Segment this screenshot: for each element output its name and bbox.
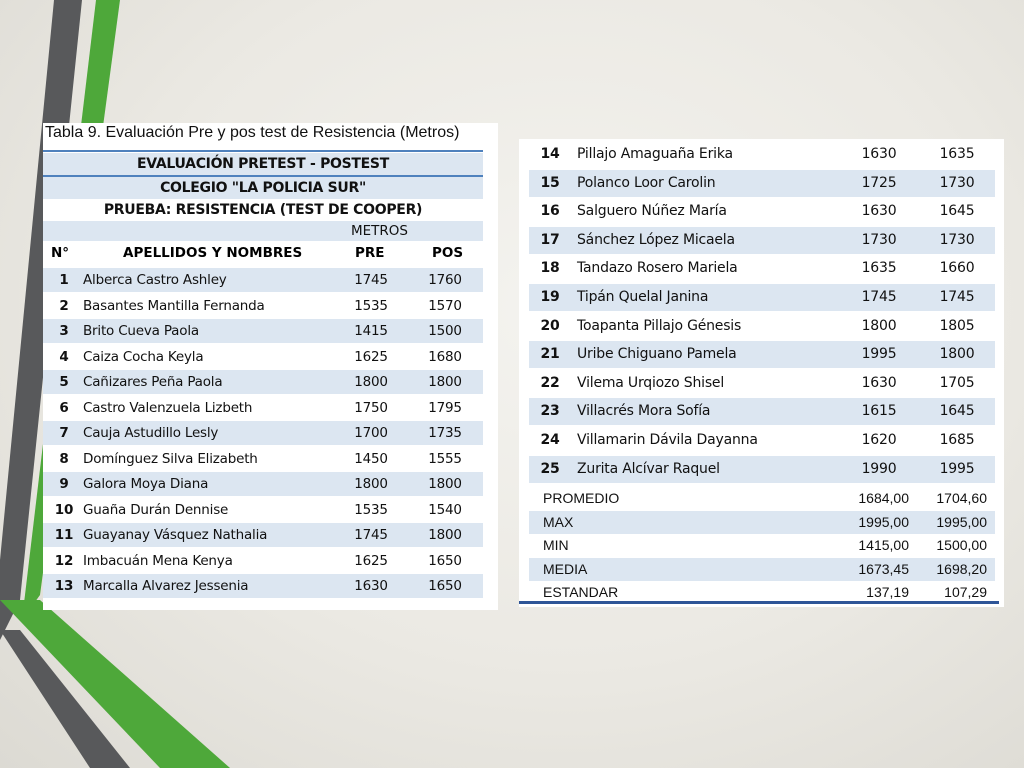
stat-label: ESTANDAR bbox=[543, 584, 619, 600]
row-number: 9 bbox=[59, 476, 69, 492]
stat-row bbox=[529, 487, 995, 510]
stat-label: MIN bbox=[543, 537, 569, 553]
pre-value: 1635 bbox=[861, 260, 897, 277]
table-row bbox=[43, 549, 483, 573]
pre-value: 1800 bbox=[354, 476, 388, 492]
table-right-panel bbox=[519, 139, 1004, 607]
table-row bbox=[43, 294, 483, 318]
row-number: 14 bbox=[540, 146, 560, 162]
header-line-2: COLEGIO "LA POLICIA SUR" bbox=[43, 177, 483, 199]
col-pre-header: PRE bbox=[355, 245, 385, 261]
metros-band bbox=[43, 221, 483, 241]
pos-value: 1685 bbox=[939, 432, 975, 448]
student-name: Vilema Urqiozo Shisel bbox=[577, 374, 725, 391]
col-name-header: APELLIDOS Y NOMBRES bbox=[123, 245, 303, 261]
pre-value: 1620 bbox=[861, 432, 897, 448]
table-bottom-rule bbox=[519, 601, 999, 604]
pre-value: 1700 bbox=[354, 425, 388, 441]
student-name: Brito Cueva Paola bbox=[83, 323, 199, 339]
pos-value: 1645 bbox=[939, 403, 975, 420]
pos-value: 1705 bbox=[939, 374, 975, 391]
row-number: 17 bbox=[540, 231, 560, 248]
table-row bbox=[43, 319, 483, 343]
pre-value: 1630 bbox=[354, 578, 388, 594]
student-name: Tipán Quelal Janina bbox=[577, 289, 709, 305]
student-name: Domínguez Silva Elizabeth bbox=[83, 450, 258, 467]
pre-value: 1625 bbox=[354, 348, 388, 365]
row-number: 10 bbox=[54, 501, 74, 518]
pos-value: 1540 bbox=[428, 501, 462, 518]
stat-pre-value: 1684,00 bbox=[858, 490, 909, 506]
table-row bbox=[529, 313, 995, 340]
stat-pos-value: 1704,60 bbox=[936, 490, 987, 506]
header-line-1: EVALUACIÓN PRETEST - POSTEST bbox=[43, 153, 483, 175]
table-row bbox=[43, 498, 483, 522]
row-number: 25 bbox=[540, 460, 560, 477]
row-number: 19 bbox=[540, 289, 560, 305]
stat-pos-value: 107,29 bbox=[944, 584, 987, 600]
pos-value: 1570 bbox=[428, 297, 462, 314]
column-headers bbox=[43, 241, 483, 267]
pos-value: 1730 bbox=[939, 231, 975, 248]
pos-value: 1795 bbox=[428, 399, 462, 416]
student-name: Sánchez López Micaela bbox=[577, 231, 735, 248]
pre-value: 1535 bbox=[354, 297, 388, 314]
row-number: 2 bbox=[59, 297, 69, 314]
student-name: Cauja Astudillo Lesly bbox=[83, 425, 219, 441]
pos-value: 1800 bbox=[428, 374, 462, 390]
pre-value: 1625 bbox=[354, 552, 388, 569]
table-row bbox=[529, 141, 995, 168]
pos-value: 1800 bbox=[428, 476, 462, 492]
table-row bbox=[43, 523, 483, 547]
pre-value: 1630 bbox=[861, 146, 897, 162]
pre-value: 1630 bbox=[861, 374, 897, 391]
student-name: Tandazo Rosero Mariela bbox=[577, 260, 738, 277]
row-number: 8 bbox=[59, 450, 69, 467]
pre-value: 1800 bbox=[354, 374, 388, 390]
pre-value: 1450 bbox=[354, 450, 388, 467]
table-row bbox=[529, 198, 995, 225]
row-number: 18 bbox=[540, 260, 560, 277]
student-name: Galora Moya Diana bbox=[83, 476, 209, 492]
stat-row bbox=[529, 558, 995, 581]
table-row bbox=[43, 447, 483, 471]
table-row bbox=[529, 427, 995, 454]
stat-pre-value: 1995,00 bbox=[858, 513, 909, 530]
pre-value: 1745 bbox=[861, 289, 897, 305]
pos-value: 1660 bbox=[939, 260, 975, 277]
student-name: Uribe Chiguano Pamela bbox=[577, 346, 737, 363]
pre-value: 1615 bbox=[861, 403, 897, 420]
pre-value: 1725 bbox=[861, 174, 897, 191]
table-row bbox=[529, 398, 995, 425]
stat-label: MAX bbox=[543, 513, 574, 530]
pre-value: 1745 bbox=[354, 527, 388, 543]
stat-pre-value: 1415,00 bbox=[858, 537, 909, 553]
student-name: Salguero Núñez María bbox=[577, 203, 727, 220]
table-row bbox=[529, 341, 995, 368]
pos-value: 1555 bbox=[428, 450, 462, 467]
row-number: 1 bbox=[59, 272, 69, 288]
student-name: Marcalla Alvarez Jessenia bbox=[83, 578, 249, 594]
pre-value: 1745 bbox=[354, 272, 388, 288]
student-name: Cañizares Peña Paola bbox=[83, 374, 223, 390]
table-row bbox=[43, 421, 483, 445]
row-number: 22 bbox=[540, 374, 560, 391]
col-num-header: N° bbox=[51, 245, 70, 261]
row-number: 23 bbox=[540, 403, 560, 420]
row-number: 21 bbox=[540, 346, 560, 363]
pre-value: 1995 bbox=[861, 346, 897, 363]
pos-value: 1745 bbox=[939, 289, 975, 305]
stat-label: PROMEDIO bbox=[543, 490, 620, 506]
student-name: Pillajo Amaguaña Erika bbox=[577, 146, 733, 162]
row-number: 6 bbox=[59, 399, 69, 416]
pos-value: 1735 bbox=[428, 425, 462, 441]
pos-value: 1650 bbox=[428, 578, 462, 594]
stat-row bbox=[529, 511, 995, 534]
pos-value: 1800 bbox=[428, 527, 462, 543]
row-number: 13 bbox=[54, 578, 74, 594]
table-row bbox=[43, 345, 483, 369]
student-name: Guaña Durán Dennise bbox=[83, 501, 229, 518]
metros-label: METROS bbox=[351, 223, 408, 239]
pos-value: 1995 bbox=[939, 460, 975, 477]
student-name: Basantes Mantilla Fernanda bbox=[83, 297, 265, 314]
row-number: 7 bbox=[59, 425, 69, 441]
header-rule bbox=[43, 150, 483, 152]
stat-pos-value: 1500,00 bbox=[936, 537, 987, 553]
student-name: Castro Valenzuela Lizbeth bbox=[83, 399, 253, 416]
table-title: Tabla 9. Evaluación Pre y pos test de Resistencia (Metros) bbox=[45, 124, 460, 141]
row-number: 20 bbox=[540, 317, 560, 334]
pre-value: 1415 bbox=[354, 323, 388, 339]
pos-value: 1800 bbox=[939, 346, 975, 363]
pre-value: 1800 bbox=[861, 317, 897, 334]
table-left-panel bbox=[43, 123, 498, 610]
row-number: 12 bbox=[54, 552, 74, 569]
student-name: Imbacuán Mena Kenya bbox=[83, 552, 233, 569]
table-row bbox=[43, 370, 483, 394]
stat-pos-value: 1995,00 bbox=[936, 513, 987, 530]
table-row bbox=[529, 227, 995, 254]
row-number: 15 bbox=[540, 174, 560, 191]
student-name: Toapanta Pillajo Génesis bbox=[577, 317, 742, 334]
student-name: Guayanay Vásquez Nathalia bbox=[83, 527, 268, 543]
row-number: 4 bbox=[59, 348, 69, 365]
header-line-3: PRUEBA: RESISTENCIA (TEST DE COOPER) bbox=[43, 199, 483, 221]
stat-pre-value: 137,19 bbox=[866, 584, 909, 600]
col-pos-header: POS bbox=[432, 245, 464, 261]
row-number: 5 bbox=[59, 374, 69, 390]
table-row bbox=[43, 268, 483, 292]
pos-value: 1760 bbox=[428, 272, 462, 288]
pre-value: 1630 bbox=[861, 203, 897, 220]
pos-value: 1635 bbox=[939, 146, 975, 162]
table-row bbox=[529, 284, 995, 311]
pre-value: 1990 bbox=[861, 460, 897, 477]
pos-value: 1500 bbox=[428, 323, 462, 339]
row-number: 24 bbox=[540, 432, 560, 448]
student-name: Villamarin Dávila Dayanna bbox=[577, 432, 758, 448]
table-row bbox=[529, 255, 995, 282]
student-name: Villacrés Mora Sofía bbox=[577, 403, 711, 420]
row-number: 11 bbox=[54, 527, 74, 543]
table-row bbox=[43, 472, 483, 496]
pos-value: 1730 bbox=[939, 174, 975, 191]
pos-value: 1680 bbox=[428, 348, 462, 365]
pre-value: 1535 bbox=[354, 501, 388, 518]
pre-value: 1750 bbox=[354, 399, 388, 416]
stat-label: MEDIA bbox=[543, 560, 588, 577]
table-row bbox=[529, 370, 995, 397]
pre-value: 1730 bbox=[861, 231, 897, 248]
stat-pos-value: 1698,20 bbox=[936, 560, 987, 577]
stat-pre-value: 1673,45 bbox=[858, 560, 909, 577]
table-row bbox=[43, 396, 483, 420]
pos-value: 1805 bbox=[939, 317, 975, 334]
student-name: Caiza Cocha Keyla bbox=[83, 348, 204, 365]
student-name: Alberca Castro Ashley bbox=[83, 272, 227, 288]
table-row bbox=[43, 574, 483, 598]
row-number: 3 bbox=[59, 323, 69, 339]
table-row bbox=[529, 456, 995, 483]
row-number: 16 bbox=[540, 203, 560, 220]
student-name: Polanco Loor Carolin bbox=[577, 174, 716, 191]
pos-value: 1645 bbox=[939, 203, 975, 220]
table-row bbox=[529, 170, 995, 197]
student-name: Zurita Alcívar Raquel bbox=[577, 460, 720, 477]
pos-value: 1650 bbox=[428, 552, 462, 569]
stat-row bbox=[529, 534, 995, 557]
